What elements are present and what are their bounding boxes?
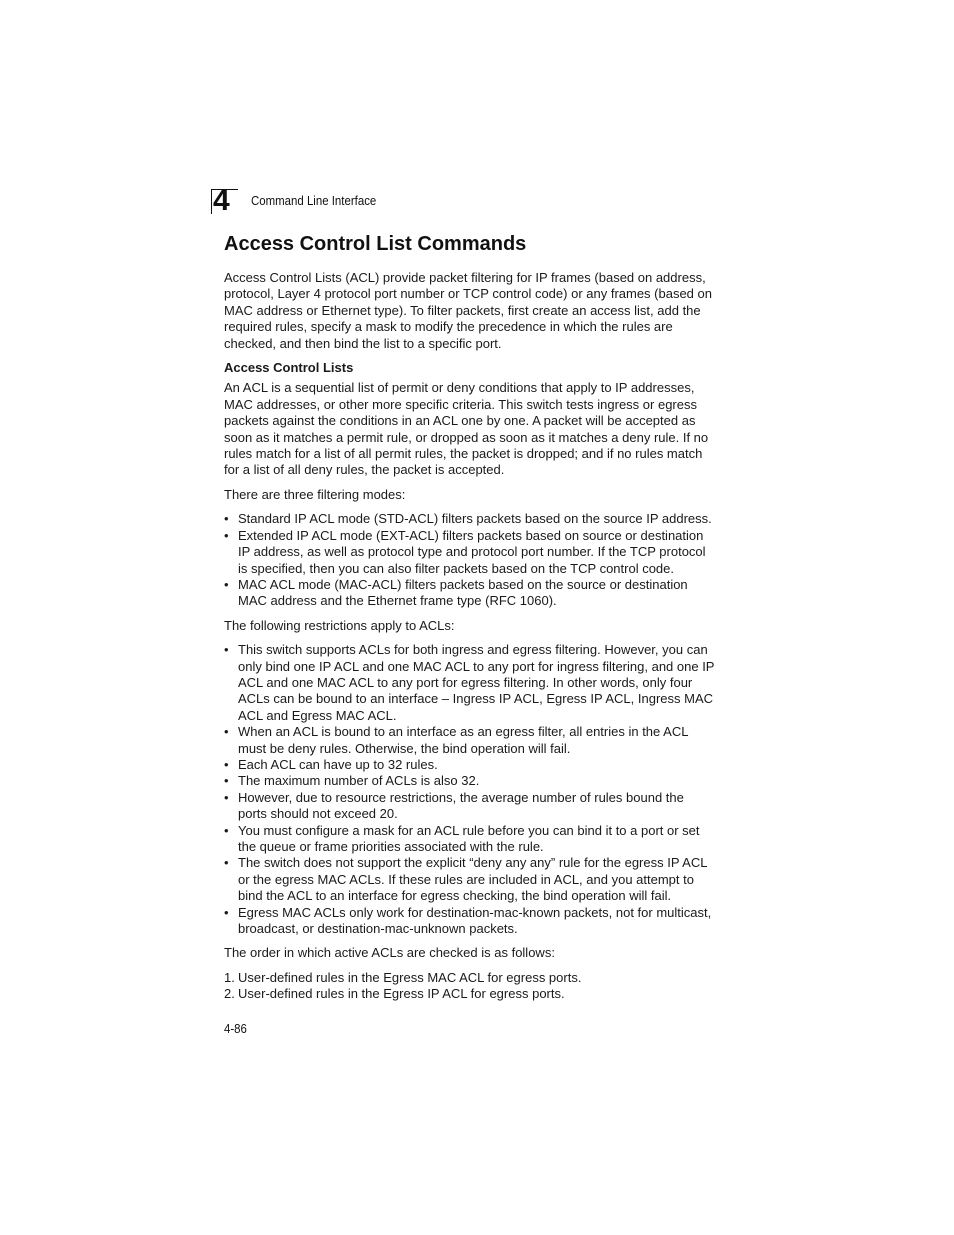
list-item xyxy=(224,773,716,789)
check-order-list xyxy=(224,970,716,1003)
bullet-glyph: • xyxy=(224,773,229,789)
list-item-text: This switch supports ACLs for both ingress and egress filtering. However, you can only bind one IP ACL and one MAC ACL to any port for ingress filtering, and one IP ACL and one MAC ACL to any port for egress filtering. In other words, only four ACLs can be bound to an interface – Ingress IP ACL, Egress IP ACL, Ingress MAC ACL and Egress MAC ACL. xyxy=(238,642,715,723)
bullet-glyph: • xyxy=(224,789,229,805)
bullet-glyph: • xyxy=(224,904,229,920)
list-item-text: You must configure a mask for an ACL rule before you can bind it to a port or set the queue or frame priorities associated with the rule. xyxy=(238,822,700,854)
order-intro: The order in which active ACLs are checked is as follows: xyxy=(224,945,555,961)
bullet-glyph: • xyxy=(224,822,229,838)
list-item xyxy=(224,577,716,610)
chapter-number: 4 xyxy=(213,184,230,217)
list-item xyxy=(224,528,716,577)
page-number: 4-86 xyxy=(224,1021,247,1036)
list-item xyxy=(224,790,716,823)
list-item-text: Egress MAC ACLs only work for destination-mac-known packets, not for multicast, broadcast, or destination-mac-unknown packets. xyxy=(238,904,712,937)
intro-paragraph: Access Control Lists (ACL) provide packet filtering for IP frames (based on address, protocol, Layer 4 protocol port number or TCP control code) or any frames (based on MAC address or Ethernet type). To filter packets, first create an access list, add the required rules, specify a mask to modify the precedence in which the rules are checked, and then bind the list to a specific port. xyxy=(224,270,712,351)
bullet-glyph: • xyxy=(224,756,229,772)
page-title: Access Control List Commands xyxy=(224,233,527,255)
page-content xyxy=(224,231,716,1011)
list-item-text: The switch does not support the explicit “deny any any” rule for the egress IP ACL or the egress MAC ACLs. If these rules are included in ACL, and you attempt to bind the ACL to an interface for egress checking, the bind operation will fail. xyxy=(238,855,707,904)
bullet-glyph: • xyxy=(224,724,229,740)
list-number: 2. xyxy=(224,986,235,1002)
restrictions-intro: The following restrictions apply to ACLs: xyxy=(224,617,455,633)
filtering-modes-list xyxy=(224,511,716,609)
list-item-text: Standard IP ACL mode (STD-ACL) filters packets based on the source IP address. xyxy=(238,511,712,527)
list-item-text: MAC ACL mode (MAC-ACL) filters packets based on the source or destination MAC address and the Ethernet frame type (RFC 1060). xyxy=(238,576,688,609)
bullet-glyph: • xyxy=(224,642,229,658)
list-item xyxy=(224,757,716,773)
bullet-glyph: • xyxy=(224,855,229,871)
subsection-heading: Access Control Lists xyxy=(224,360,354,376)
list-item-text: However, due to resource restrictions, the average number of rules bound the ports should not exceed 20. xyxy=(238,789,684,822)
list-item xyxy=(224,970,716,986)
acl-description-paragraph: An ACL is a sequential list of permit or deny conditions that apply to IP addresses, MAC addresses, or other more specific criteria. This switch tests ingress or egress packets against the conditions in an ACL one by one. A packet will be accepted as soon as it matches a permit rule, or dropped as soon as it matches a deny rule. If no rules match for a list of all permit rules, the packet is dropped; and if no rules match for a list of all deny rules, the packet is accepted. xyxy=(224,380,709,478)
list-item xyxy=(224,905,716,938)
list-item xyxy=(224,724,716,757)
running-head: Command Line Interface xyxy=(251,193,377,208)
modes-intro: There are three filtering modes: xyxy=(224,486,406,502)
list-item-text: User-defined rules in the Egress MAC ACL for egress ports. xyxy=(238,969,582,985)
bullet-glyph: • xyxy=(224,576,229,592)
list-item-text: Each ACL can have up to 32 rules. xyxy=(238,756,438,772)
list-item-text: When an ACL is bound to an interface as an egress filter, all entries in the ACL must be deny rules. Otherwise, the bind operation will fail. xyxy=(238,724,688,756)
list-item xyxy=(224,855,716,904)
list-item xyxy=(224,642,716,724)
list-item-text: User-defined rules in the Egress IP ACL for egress ports. xyxy=(238,986,565,1002)
list-number: 1. xyxy=(224,969,235,985)
bullet-glyph: • xyxy=(224,511,229,527)
restrictions-list xyxy=(224,642,716,937)
bullet-glyph: • xyxy=(224,527,229,543)
list-item-text: Extended IP ACL mode (EXT-ACL) filters packets based on source or destination IP address, as well as protocol type and protocol port number. If the TCP protocol is specified, then you can also filter packets based on the TCP control code. xyxy=(238,527,706,576)
list-item-text: The maximum number of ACLs is also 32. xyxy=(238,773,480,789)
list-item xyxy=(224,986,716,1002)
list-item xyxy=(224,511,716,527)
list-item xyxy=(224,823,716,856)
